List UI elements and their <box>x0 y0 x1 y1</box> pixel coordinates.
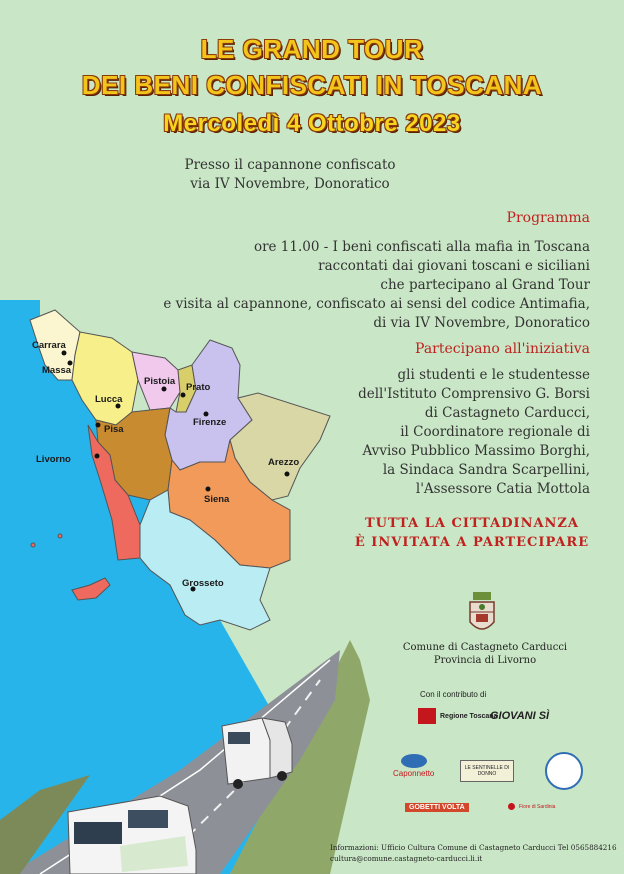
programma-heading: Programma <box>506 210 590 226</box>
sentinelle-label: LE SENTINELLE DI DONNO <box>460 760 514 782</box>
partecipanti-heading: Partecipano all'iniziativa <box>415 341 590 357</box>
giovanisi-logo <box>490 710 549 722</box>
invitation-line1: TUTTA LA CITTADINANZA <box>364 516 580 531</box>
city-label-siena: Siena <box>204 494 230 505</box>
invitation-callout <box>352 514 592 552</box>
fiore-label: Fiore di Sardinia <box>519 803 556 810</box>
city-label-carrara: Carrara <box>32 340 66 351</box>
caponnetto-icon <box>401 754 427 768</box>
sportello-logo <box>545 752 583 790</box>
city-label-pisa: Pisa <box>104 424 124 435</box>
city-dot-prato <box>181 393 186 398</box>
giovanisi-label: GIOVANI SÌ <box>490 710 550 722</box>
programma-line: raccontati dai giovani toscani e siciliani <box>318 258 590 274</box>
city-dot-siena <box>206 487 211 492</box>
programma-text <box>150 238 590 333</box>
regione-toscana-logo <box>418 708 497 724</box>
info-block <box>330 842 617 864</box>
title-line2: DEI BENI CONFISCATI IN TOSCANA <box>81 70 543 100</box>
programma-line: ore 11.00 - I beni confiscati alla mafia in Toscana <box>253 239 590 255</box>
venue-line1: Presso il capannone confiscato <box>184 157 396 173</box>
partecipanti-line: l'Assessore Catia Mottola <box>415 481 590 497</box>
partecipanti-line: dell'Istituto Comprensivo G. Borsi <box>358 386 590 402</box>
city-label-pistoia: Pistoia <box>144 376 176 387</box>
comune-crest-icon <box>465 590 499 638</box>
city-label-grosseto: Grosseto <box>182 578 224 589</box>
provincia-name: Provincia di Livorno <box>433 655 537 666</box>
partecipanti-line: gli studenti e le studentesse <box>397 367 590 383</box>
programma-line: e visita al capannone, confiscato ai sensi del codice Antimafia, <box>163 296 590 312</box>
city-dot-pistoia <box>162 387 167 392</box>
partecipanti-line: la Sindaca Sandra Scarpellini, <box>382 462 590 478</box>
programma-line: che partecipano al Grand Tour <box>380 277 590 293</box>
comune-block <box>380 641 590 667</box>
city-dot-pisa <box>96 423 101 428</box>
city-dot-carrara <box>62 351 67 356</box>
partecipanti-line: Avviso Pubblico Massimo Borghi, <box>362 443 590 459</box>
partecipanti-text <box>260 366 590 499</box>
partecipanti-line: di Castagneto Carducci, <box>424 405 590 421</box>
city-dot-livorno <box>95 454 100 459</box>
city-label-massa: Massa <box>42 365 72 376</box>
comune-name: Comune di Castagneto Carducci <box>402 642 568 653</box>
event-date: Mercoledì 4 Ottobre 2023 <box>163 110 461 137</box>
contributo-label: Con il contributo di <box>420 690 487 699</box>
city-label-arezzo: Arezzo <box>268 457 300 468</box>
info-email: cultura@comune.castagneto-carducci.li.it <box>330 854 483 863</box>
caponnetto-label: Caponnetto <box>393 769 435 778</box>
gobetti-volta-label: GOBETTI VOLTA <box>405 803 469 812</box>
city-label-prato: Prato <box>186 382 211 393</box>
venue-line2: via IV Novembre, Donoratico <box>190 176 390 192</box>
city-dot-firenze <box>204 412 209 417</box>
van-small <box>222 718 292 789</box>
city-label-lucca: Lucca <box>95 394 123 405</box>
caponnetto-logo <box>393 754 434 778</box>
venue-block <box>160 156 420 194</box>
city-label-livorno: Livorno <box>36 454 71 465</box>
city-label-firenze: Firenze <box>193 417 227 428</box>
gobetti-volta-logo <box>405 803 469 812</box>
regione-toscana-icon <box>418 708 436 724</box>
programma-line: di via IV Novembre, Donoratico <box>373 315 590 331</box>
title-line1: LE GRAND TOUR <box>200 34 424 64</box>
sentinelle-logo <box>460 760 514 782</box>
regione-toscana-label: Regione Toscana <box>440 712 498 720</box>
info-line: Informazioni: Ufficio Cultura Comune di Castagneto Carducci Tel 0565884216 <box>330 843 617 852</box>
fiore-logo <box>508 803 555 810</box>
partecipanti-line: il Coordinatore regionale di <box>400 424 590 440</box>
invitation-line2: È INVITATA A PARTECIPARE <box>354 535 590 550</box>
fiore-icon <box>508 803 515 810</box>
